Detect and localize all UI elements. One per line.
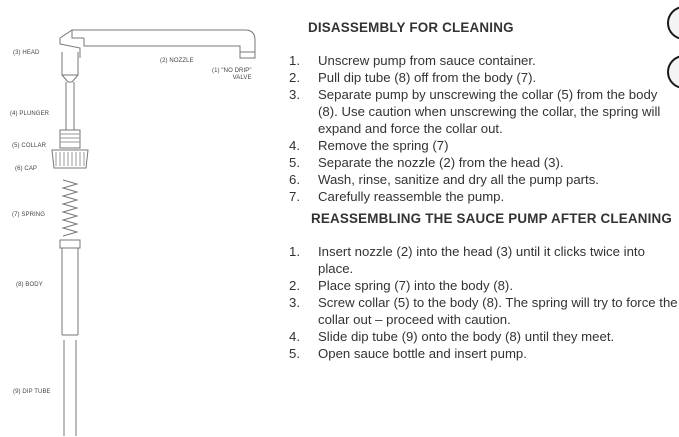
label-body: (8) BODY (16, 282, 43, 288)
list-item: 5. Separate the nozzle (2) from the head (3). (289, 155, 564, 170)
label-cap: (6) CAP (15, 166, 38, 172)
list-item: 6. Wash, rinse, sanitize and dry all the pump parts. (289, 172, 599, 187)
label-dip-tube: (9) DIP TUBE (13, 389, 51, 395)
list-item: 3. Screw collar (5) to the body (8). The spring will try to force the collar out – proceed with caution. (289, 295, 678, 327)
disassembly-heading: DISASSEMBLY FOR CLEANING (308, 20, 514, 35)
pump-illustration (0, 0, 290, 437)
label-plunger: (4) PLUNGER (10, 111, 50, 117)
list-item: 2. Pull dip tube (8) off from the body (7). (289, 70, 537, 85)
label-nozzle: (2) NOZZLE (160, 58, 194, 64)
disassembly-steps (286, 52, 678, 205)
list-item: 7. Carefully reassemble the pump. (289, 189, 505, 204)
disassembly-section (286, 20, 678, 205)
list-item: 1. Insert nozzle (2) into the head (3) until it clicks twice into place. (289, 244, 645, 276)
label-no-drip-valve (212, 68, 252, 82)
reassembling-steps (286, 243, 678, 362)
label-no-drip-line1: (1) "NO DRIP" (212, 68, 252, 74)
instructions (286, 20, 678, 362)
list-item: 1. Unscrew pump from sauce container. (289, 53, 536, 68)
label-no-drip-line2: VALVE (232, 75, 252, 81)
label-collar: (5) COLLAR (12, 143, 47, 149)
list-item: 4. Remove the spring (7) (289, 138, 449, 153)
label-head: (3) HEAD (13, 50, 40, 56)
pump-diagram (0, 0, 290, 437)
label-spring: (7) SPRING (12, 212, 46, 218)
list-item: 4. Slide dip tube (9) onto the body (8) until they meet. (289, 329, 615, 344)
list-item: 5. Open sauce bottle and insert pump. (289, 346, 527, 361)
reassembling-section (286, 211, 678, 362)
list-item: 2. Place spring (7) into the body (8). (289, 278, 513, 293)
list-item: 3. Separate pump by unscrewing the collar (5) from the body (8). Use caution when unscrewing the collar, the spring will expand and force the collar out. (289, 87, 661, 136)
reassembling-heading: REASSEMBLING THE SAUCE PUMP AFTER CLEANING (311, 211, 673, 226)
